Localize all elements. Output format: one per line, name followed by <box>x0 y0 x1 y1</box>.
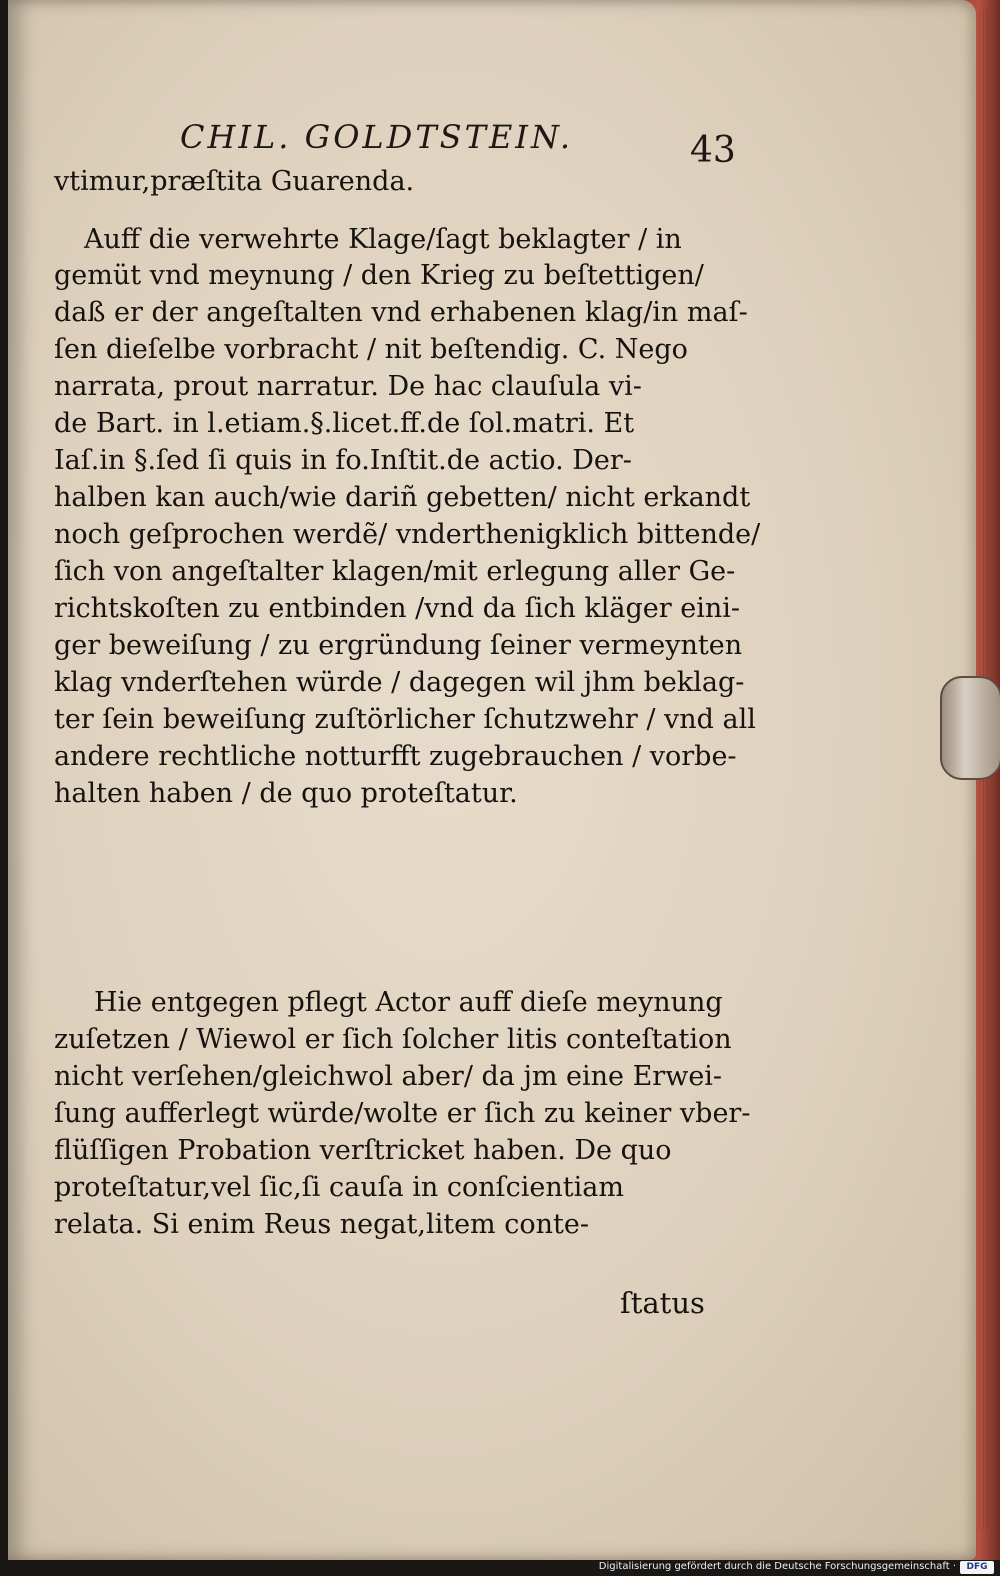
catchword: ſtatus <box>620 1286 705 1320</box>
text-line: relata. Si enim Reus negat,litem conte- <box>54 1209 589 1240</box>
text-line: de Bart. in l.etiam.§.licet.ff.de ſol.matri. Et <box>54 408 635 439</box>
text-line: daß er der angeſtalten vnd erhabenen klag/in maſ- <box>54 297 748 328</box>
text-line: ger beweiſung / zu ergründung ſeiner vermeynten <box>54 630 743 661</box>
page-header <box>180 118 740 171</box>
text-line: richtskoſten zu entbinden /vnd da ſich kläger eini- <box>54 593 741 624</box>
text-line: vtimur,præſtita Guarenda. <box>54 166 415 197</box>
text-line: flüſſigen Probation verſtricket haben. De quo <box>54 1135 672 1166</box>
text-line: Iaſ.in §.ſed ſi quis in fo.Inſtit.de actio. Der- <box>54 445 632 476</box>
text-line: klag vnderſtehen würde / dagegen wil jhm beklag- <box>54 667 745 698</box>
text-line: narrata, prout narratur. De hac clauſula vi- <box>54 371 642 402</box>
running-head: CHIL. GOLDTSTEIN. <box>180 118 574 156</box>
text-line: noch geſprochen werdẽ/ vnderthenigklich bittende/ <box>54 519 761 550</box>
text-line: halben kan auch/wie dariñ gebetten/ nicht erkandt <box>54 482 751 513</box>
dfg-logo: DFG <box>960 1561 994 1574</box>
text-line: ter ſein beweiſung zuſtörlicher ſchutzwehr / vnd all <box>54 704 756 735</box>
text-line: zuſetzen / Wiewol er ſich ſolcher litis conteſtation <box>54 1024 732 1055</box>
text-line: gemüt vnd meynung / den Krieg zu beſtettigen/ <box>54 260 704 291</box>
page-clip <box>940 676 1000 780</box>
text-line: andere rechtliche notturfft zugebrauchen / vorbe- <box>54 741 737 772</box>
text-line: nicht verſehen/gleichwol aber/ da jm eine Erwei- <box>54 1061 723 1092</box>
digitization-credit: Digitalisierung gefördert durch die Deutsche Forschungsgemeinschaft · <box>598 1561 956 1572</box>
text-line: ſich von angeſtalter klagen/mit erlegung aller Ge- <box>54 556 736 587</box>
text-line: Hie entgegen pflegt Actor auff dieſe meynung <box>94 987 723 1018</box>
text-line: Auff die verwehrte Klage/ſagt beklagter / in <box>84 224 682 255</box>
text-line: proteſtatur,vel ſic,ſi cauſa in conſcientiam <box>54 1172 624 1203</box>
text-line: halten haben / de quo proteſtatur. <box>54 778 518 809</box>
text-line: ſung aufferlegt würde/wolte er ſich zu keiner vber- <box>54 1098 751 1129</box>
page-number: 43 <box>690 130 736 171</box>
text-line: ſen dieſelbe vorbracht / nit beſtendig. C. Nego <box>54 334 688 365</box>
